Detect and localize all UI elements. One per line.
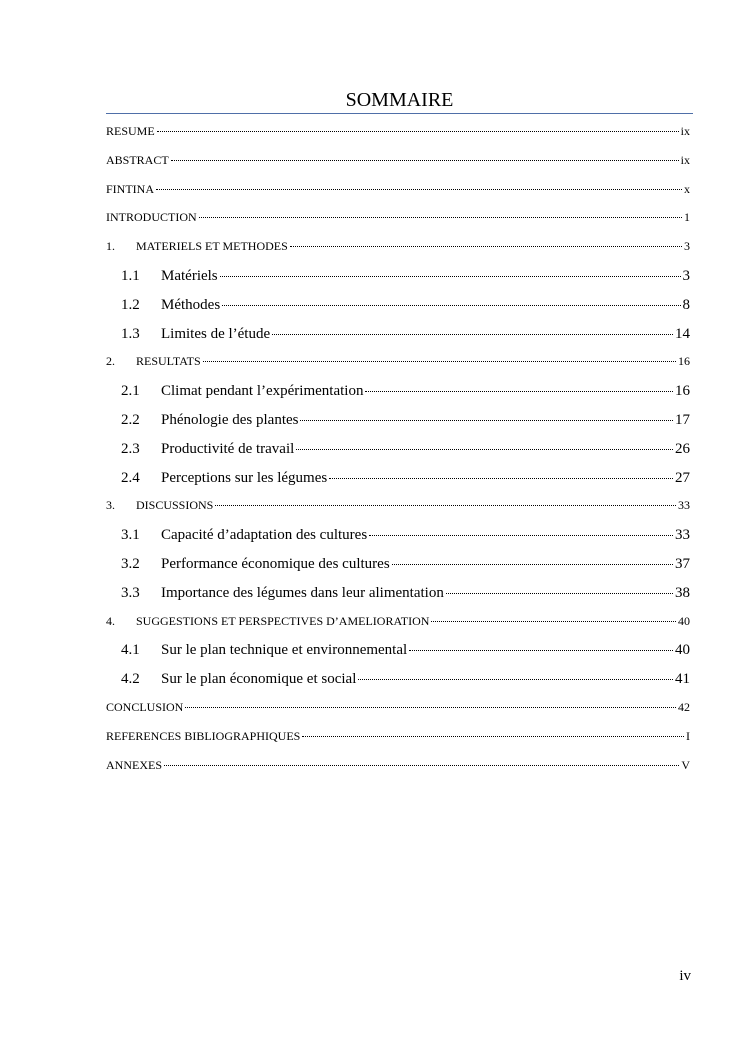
title-underline: [106, 113, 693, 114]
toc-entry-label: DISCUSSIONS: [136, 498, 214, 513]
toc-dot-leader: [185, 707, 676, 708]
toc-entry-label: Importance des légumes dans leur alimentation: [161, 584, 444, 601]
toc-entry-number: 4.1: [121, 642, 140, 659]
toc-dot-leader: [409, 650, 673, 651]
toc-entry[interactable]: [106, 441, 690, 458]
toc-entry-page: V: [681, 757, 690, 772]
page-number: iv: [679, 968, 691, 984]
toc-entry[interactable]: [106, 326, 690, 343]
toc-entry-page: 38: [675, 584, 690, 601]
toc-entry-page: 40: [675, 642, 690, 659]
toc-entry-label: RESULTATS: [136, 354, 201, 369]
toc-entry[interactable]: [106, 297, 690, 314]
toc-entry-number: 3.1: [121, 527, 140, 544]
toc-entry[interactable]: [106, 614, 690, 629]
toc-dot-leader: [171, 160, 679, 161]
toc-entry-page: 8: [682, 296, 690, 313]
toc-entry-label: Capacité d’adaptation des cultures: [161, 527, 368, 544]
toc-entry-number: 3.: [106, 498, 115, 513]
toc-entry-number: 2.2: [121, 412, 140, 428]
toc-entry-number: 2.: [106, 354, 115, 369]
toc-entry-label: RESUME: [106, 124, 155, 138]
toc-entry[interactable]: [106, 700, 690, 715]
toc-dot-leader: [203, 361, 676, 362]
toc-entry-label: Productivité de travail: [161, 440, 295, 457]
toc-entry-page: ix: [680, 152, 690, 167]
toc-entry-page: 14: [675, 325, 690, 342]
toc-entry-label: Climat pendant l’expérimentation: [161, 383, 364, 400]
toc-entry-page: I: [686, 728, 690, 743]
toc-entry-label: ABSTRACT: [106, 152, 169, 167]
toc-entry[interactable]: [106, 182, 690, 197]
toc-entry-page: 41: [675, 671, 690, 688]
toc-entry-number: 2.4: [121, 469, 140, 486]
toc-entry[interactable]: [106, 642, 690, 659]
toc-entry[interactable]: [106, 585, 690, 602]
toc-dot-leader: [431, 621, 676, 622]
toc-entry-number: 4.2: [121, 671, 140, 688]
toc-entry-label: Matériels: [161, 268, 218, 284]
toc-dot-leader: [300, 420, 673, 421]
toc-entry-label: REFERENCES BIBLIOGRAPHIQUES: [106, 728, 301, 743]
toc-entry[interactable]: [106, 498, 690, 513]
toc-entry-number: 2.3: [121, 440, 140, 457]
toc-entry-page: 27: [675, 469, 690, 486]
toc-entry[interactable]: [106, 412, 690, 429]
toc-dot-leader: [329, 478, 673, 479]
toc-dot-leader: [392, 564, 673, 565]
toc-entry-page: 33: [675, 527, 690, 544]
toc-entry-page: 17: [675, 412, 690, 428]
toc-dot-leader: [157, 131, 679, 132]
toc-entry[interactable]: [106, 153, 690, 168]
toc-dot-leader: [358, 679, 673, 680]
toc-entry-page: 3: [682, 268, 690, 284]
toc-entry-label: Sur le plan économique et social: [161, 671, 357, 688]
toc-entry-label: Phénologie des plantes: [161, 412, 299, 428]
toc-entry[interactable]: [106, 354, 690, 369]
toc-entry-number: 1.2: [121, 296, 140, 313]
toc-entry-label: INTRODUCTION: [106, 210, 197, 225]
toc-dot-leader: [446, 593, 673, 594]
toc-entry-number: 1.: [106, 239, 115, 254]
toc-entry-page: 3: [684, 239, 690, 254]
toc-entry[interactable]: [106, 556, 690, 573]
toc-dot-leader: [365, 391, 673, 392]
toc-dot-leader: [199, 217, 682, 218]
toc-entry[interactable]: [106, 124, 690, 139]
toc-dot-leader: [272, 334, 673, 335]
toc-entry-label: Perceptions sur les légumes: [161, 469, 328, 486]
toc-entry-page: 1: [684, 210, 690, 225]
toc-dot-leader: [220, 276, 681, 277]
toc-entry[interactable]: [106, 729, 690, 744]
toc-entry-number: 2.1: [121, 383, 140, 400]
toc-entry-label: FINTINA: [106, 181, 154, 196]
toc-entry-label: CONCLUSION: [106, 700, 184, 714]
toc-dot-leader: [164, 765, 679, 766]
toc-entry[interactable]: [106, 527, 690, 544]
toc-entry-label: SUGGESTIONS ET PERSPECTIVES D’AMELIORATION: [136, 613, 430, 628]
toc-entry-number: 3.3: [121, 584, 140, 601]
toc-entry-label: Sur le plan technique et environnemental: [161, 642, 408, 659]
toc-dot-leader: [290, 246, 682, 247]
toc-dot-leader: [369, 535, 673, 536]
toc-entry-label: Performance économique des cultures: [161, 556, 390, 572]
toc-entry-number: 1.1: [121, 268, 140, 284]
toc-entry-page: 26: [675, 440, 690, 457]
toc-entry-page: x: [684, 181, 690, 196]
toc-entry-page: 37: [675, 556, 690, 572]
toc-entry[interactable]: [106, 671, 690, 688]
toc-entry[interactable]: [106, 210, 690, 225]
page-title: SOMMAIRE: [345, 89, 454, 111]
toc-entry-page: 16: [678, 354, 690, 369]
toc-entry-number: 4.: [106, 613, 115, 628]
toc-entry-number: 1.3: [121, 325, 140, 342]
toc-dot-leader: [296, 449, 673, 450]
toc-entry-label: Limites de l’étude: [161, 325, 271, 342]
toc-entry[interactable]: [106, 268, 690, 285]
toc-dot-leader: [156, 189, 682, 190]
toc-entry-page: 16: [675, 383, 690, 400]
toc-entry-page: 42: [678, 700, 690, 714]
toc-entry-page: ix: [680, 124, 690, 138]
toc-entry-number: 3.2: [121, 556, 140, 572]
toc-entry[interactable]: [106, 470, 690, 487]
toc-dot-leader: [222, 305, 680, 306]
toc-entry-label: Méthodes: [161, 296, 221, 313]
toc-entry-label: MATERIELS ET METHODES: [136, 239, 288, 254]
toc-entry[interactable]: [106, 383, 690, 400]
toc-entry[interactable]: [106, 239, 690, 254]
toc-entry-page: 33: [678, 498, 690, 513]
toc-dot-leader: [215, 505, 676, 506]
toc-entry-page: 40: [678, 613, 690, 628]
toc-entry[interactable]: [106, 758, 690, 773]
toc-dot-leader: [302, 736, 684, 737]
toc-entry-label: ANNEXES: [106, 757, 162, 772]
